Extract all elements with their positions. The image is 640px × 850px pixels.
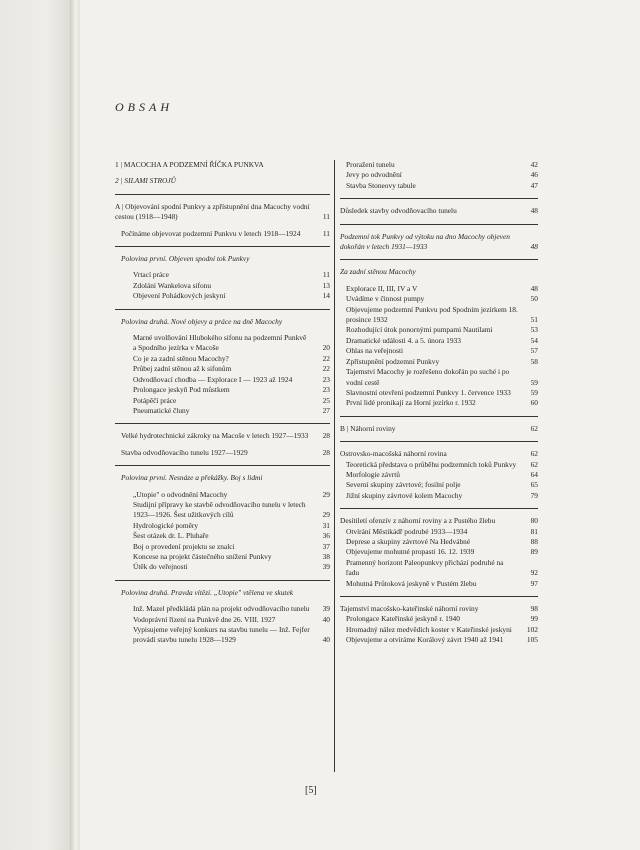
divider xyxy=(115,580,330,581)
divider xyxy=(340,224,538,225)
divider xyxy=(340,441,538,442)
toc-entry: Boj o provedení projektu se znalci 37 xyxy=(133,541,330,551)
divider xyxy=(115,309,330,310)
toc-heading: Za zadní stěnou Macochy xyxy=(340,267,416,277)
toc-entry: Slavnostní otevření podzemní Punkvy 1. července 1933 59 xyxy=(346,387,538,397)
divider xyxy=(340,259,538,260)
toc-entry: Hromadný nález medvědích koster v Kateřinské jeskyni 102 xyxy=(346,624,538,634)
toc-entry: Tajemství macošsko-kateřinské náhorní roviny 98 xyxy=(340,604,538,613)
toc-entry: První lidé pronikají za Horní jezírko r. 1932 60 xyxy=(346,398,538,408)
toc-entry: Jižní skupiny závrtové kolem Macochy 79 xyxy=(346,490,538,500)
toc-entry: Důsledek stavby odvodňovacího tunelu 48 xyxy=(340,206,538,216)
toc-entry: Teoretická představa o průběhu podzemních toků Punkvy 62 xyxy=(346,459,538,469)
toc-entry: Ohlas na veřejnosti 57 xyxy=(346,346,538,356)
toc-entry: Dramatické události 4. a 5. února 1933 54 xyxy=(346,335,538,345)
toc-entry: Stavba odvodňovacího tunelu 1927—1929 28 xyxy=(121,447,330,457)
toc-entry: Prolongace jeskyň Pod můstkem 23 xyxy=(133,385,330,395)
toc-entry: Studijní přípravy ke stavbě odvodňovacího tunelu v letech 1923—1926. Šest užitkových cílů 29 xyxy=(133,499,330,520)
toc-entry: Průbej zadní stěnou až k sifonům 22 xyxy=(133,364,330,374)
toc-entry: Co je za zadní stěnou Macochy? 22 xyxy=(133,353,330,363)
toc-part: 1 | MACOCHA A PODZEMNÍ ŘÍČKA PUNKVA xyxy=(115,160,264,169)
toc-entry: Pramenný horizont Paleopunkvy přichází podruhé na řadu 92 xyxy=(346,557,538,578)
toc-entry: Ostrovsko-macošská náhorní rovina 62 xyxy=(340,449,538,459)
divider xyxy=(340,416,538,417)
toc-entry: Šest otázek dr. L. Pluhaře 36 xyxy=(133,531,330,541)
page-number: [5] xyxy=(305,785,317,796)
toc-entry: Vrtací práce 11 xyxy=(133,270,330,280)
toc-entry: Uvádíme v činnost pumpy 50 xyxy=(346,294,538,304)
divider xyxy=(340,198,538,199)
divider xyxy=(115,423,330,424)
toc-entry: Jevy po odvodnění 46 xyxy=(346,170,538,180)
page-title: OBSAH xyxy=(115,100,173,114)
toc-entry: Mohutná Průtoková jeskyně v Pustém žlebu 97 xyxy=(346,578,538,588)
toc-entry: Severní skupiny závrtové; fosilní polje 65 xyxy=(346,480,538,490)
toc-entry: Podzemní tok Punkvy od výtoku na dno Macochy objeven dokořán v letech 1931—1933 48 xyxy=(340,231,538,252)
toc-heading: Polovina druhá. Pravda vítězí. „Utopie" vtělena ve skutek xyxy=(121,587,294,597)
toc-entry: Počínáme objevovat podzemní Punkvu v letech 1918—1924 11 xyxy=(121,228,330,238)
divider xyxy=(115,194,330,195)
toc-entry: Deprese a skupiny závrtové Na Hedvábné 88 xyxy=(346,536,538,546)
toc-entry: Objevujeme mohutné propasti 16. 12. 1939 89 xyxy=(346,547,538,557)
toc-entry: Marné uvolňování Hlubokého sifonu na podzemní Punkvě a Spodního jezírka v Macoše 20 xyxy=(133,333,330,353)
toc-entry: Vodoprávní řízení na Punkvě dne 26. VIII. 1927 40 xyxy=(133,614,330,624)
toc-heading: Polovina první. Objeven spodní tok Punkvy xyxy=(121,254,250,264)
column-rule xyxy=(334,160,335,772)
toc-entry: A | Objevování spodní Punkvy a zpřístupnění dna Macochy vodní cestou (1918—1948) 11 xyxy=(115,201,330,222)
toc-part: 2 | SILAMI STROJŮ xyxy=(115,176,176,186)
divider xyxy=(340,508,538,509)
toc-entry: Explorace II, III, IV a V 48 xyxy=(346,283,538,293)
toc-entry: B | Náhorní roviny 62 xyxy=(340,423,538,433)
toc-entry: Objevujeme a otvíráme Korálový závrt 1940 až 1941 105 xyxy=(346,635,538,645)
toc-entry: Odvodňovací chodba — Explorace I — 1923 až 1924 23 xyxy=(133,374,330,384)
divider xyxy=(115,465,330,466)
toc-entry: Tajemství Macochy je rozřešeno dokořán po suché i po vodní cestě 59 xyxy=(346,367,538,387)
toc-heading: Polovina druhá. Nové objevy a práce na dně Macochy xyxy=(121,316,283,326)
toc-entry: Objevení Pohádkových jeskyní 14 xyxy=(133,291,330,301)
toc-entry: Hydrologické poměry 31 xyxy=(133,520,330,530)
toc-entry: Koncese na projekt částečného snížení Punkvy 38 xyxy=(133,551,330,561)
toc-entry: Pneumatické čluny 27 xyxy=(133,405,330,415)
toc-entry: Rozhodující útok ponornými pumpami Nautilami 53 xyxy=(346,325,538,335)
divider xyxy=(115,246,330,247)
toc-entry: Prolongace Kateřinské jeskyně r. 1940 99 xyxy=(346,614,538,624)
toc-entry: Desítiletí ofenzív z náhorní roviny a z Pustého žlebu 80 xyxy=(340,516,538,526)
toc-entry: Velké hydrotechnické zákroky na Macoše v letech 1927—1933 28 xyxy=(121,431,330,441)
toc-entry: Zpřístupnění podzemní Punkvy 58 xyxy=(346,356,538,366)
toc-entry: Morfologie závrtů 64 xyxy=(346,469,538,479)
toc-entry: Objevujeme podzemní Punkvu pod Spodním jezírkem 18. prosince 1932 51 xyxy=(346,304,538,325)
toc-entry: Útěk do veřejnosti 39 xyxy=(133,562,330,572)
left-page-edge xyxy=(0,0,78,850)
toc-right-column xyxy=(340,160,538,646)
toc-entry: Potápěčí práce 25 xyxy=(133,395,330,405)
toc-entry: Proražení tunelu 42 xyxy=(346,160,538,169)
toc-left-column xyxy=(115,160,330,646)
toc-entry: Inž. Mazel předkládá plán na projekt odvodňovacího tunelu 39 xyxy=(133,604,330,614)
toc-entry: Otvírání Městikádř podrubé 1933—1934 81 xyxy=(346,526,538,536)
toc-heading: Polovina první. Nesnáze a překážky. Boj s lidmi xyxy=(121,473,263,483)
toc-entry: Zdolání Wankelova sifonu 13 xyxy=(133,280,330,290)
toc-entry: „Utopie" o odvodnění Macochy 29 xyxy=(133,489,330,499)
toc-entry: Vypisujeme veřejný konkurs na stavbu tunelu — Inž. Fejfer provádí stavbu tunelu 1928—1929 40 xyxy=(133,625,330,645)
toc-entry: Stavba Stoneovy tabule 47 xyxy=(346,180,538,190)
divider xyxy=(340,596,538,597)
